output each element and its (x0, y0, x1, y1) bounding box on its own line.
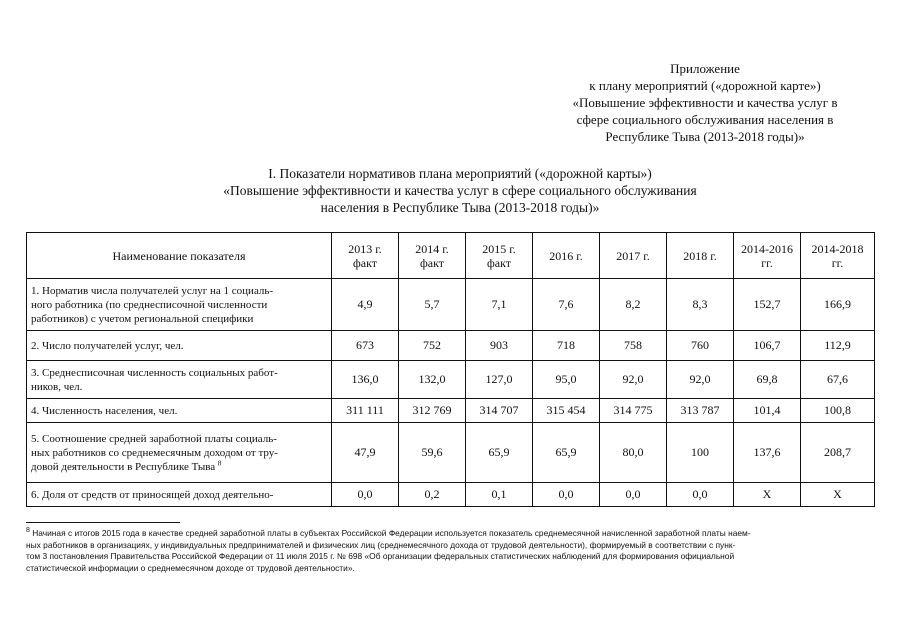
header-period: 2014-2018 гг. (801, 233, 875, 279)
table-cell: 0,0 (332, 483, 399, 507)
table-cell: 314 775 (600, 399, 667, 423)
table-cell: 0,1 (466, 483, 533, 507)
table-cell: 137,6 (734, 423, 801, 483)
table-cell: 0,2 (399, 483, 466, 507)
table-cell: 758 (600, 331, 667, 361)
appendix-line: сфере социального обслуживания населения в (576, 112, 834, 127)
table-cell: X (734, 483, 801, 507)
table-cell: 132,0 (399, 361, 466, 399)
table-cell: 7,1 (466, 279, 533, 331)
indicators-table (26, 232, 875, 507)
table-cell: 112,9 (801, 331, 875, 361)
table-cell: 312 769 (399, 399, 466, 423)
indicator-name: 6. Доля от средств от приносящей доход деятельно- (27, 483, 332, 507)
table-cell: 5,7 (399, 279, 466, 331)
table-cell: 314 707 (466, 399, 533, 423)
appendix-line: Республике Тыва (2013-2018 годы)» (605, 129, 805, 144)
appendix-block (520, 60, 890, 145)
header-year: 2016 г. (533, 233, 600, 279)
header-year: 2014 г. факт (399, 233, 466, 279)
appendix-line: «Повышение эффективности и качества услуг в (572, 95, 838, 110)
indicator-name: 2. Число получателей услуг, чел. (27, 331, 332, 361)
footnote-divider (26, 522, 180, 523)
table-cell: 127,0 (466, 361, 533, 399)
table-cell: 673 (332, 331, 399, 361)
table-cell: 152,7 (734, 279, 801, 331)
table-cell: 0,0 (533, 483, 600, 507)
table-row (27, 483, 875, 507)
table-row (27, 361, 875, 399)
heading-line: населения в Республике Тыва (2013-2018 годы)» (320, 200, 600, 215)
table-cell: 718 (533, 331, 600, 361)
table-cell: 8,3 (667, 279, 734, 331)
section-heading (140, 165, 780, 216)
table-row (27, 331, 875, 361)
footnote (26, 528, 876, 574)
header-year: 2015 г. факт (466, 233, 533, 279)
footnote-line: Начиная с итогов 2015 года в качестве средней заработной платы в субъектах Российской Федерации используется показатель среднемесячной начисленной заработной платы наем- (32, 528, 751, 538)
table-cell: 760 (667, 331, 734, 361)
indicator-name: 4. Численность населения, чел. (27, 399, 332, 423)
table-cell: 0,0 (667, 483, 734, 507)
table-header-row (27, 233, 875, 279)
table-cell: 92,0 (600, 361, 667, 399)
table-cell: 106,7 (734, 331, 801, 361)
table-cell: 101,4 (734, 399, 801, 423)
header-indicator-name: Наименование показателя (27, 233, 332, 279)
table-cell: 100,8 (801, 399, 875, 423)
table-cell: 136,0 (332, 361, 399, 399)
table-cell: 65,9 (466, 423, 533, 483)
table-cell: 166,9 (801, 279, 875, 331)
table-cell: 903 (466, 331, 533, 361)
table-cell: 4,9 (332, 279, 399, 331)
table-row (27, 279, 875, 331)
header-year: 2013 г. факт (332, 233, 399, 279)
heading-line: I. Показатели нормативов плана мероприятий («дорожной карты») (268, 166, 652, 181)
table-cell: 69,8 (734, 361, 801, 399)
footnote-marker: 8 (26, 527, 30, 535)
table-row (27, 423, 875, 483)
table-cell: 8,2 (600, 279, 667, 331)
table-cell: 315 454 (533, 399, 600, 423)
table-cell: 59,6 (399, 423, 466, 483)
table-cell: 67,6 (801, 361, 875, 399)
indicator-name: 1. Норматив числа получателей услуг на 1 социаль- ного работника (по среднесписочной численности работников) с учетом региональной специфики (27, 279, 332, 331)
table-cell: 311 111 (332, 399, 399, 423)
appendix-line: Приложение (670, 61, 740, 76)
footnote-line: том 3 постановления Правительства Российской Федерации от 11 июля 2015 г. № 698 «Об организации федеральных статистических наблюдений для формирования официальной (26, 551, 735, 561)
header-year: 2017 г. (600, 233, 667, 279)
table-cell: 7,6 (533, 279, 600, 331)
appendix-line: к плану мероприятий («дорожной карте») (589, 78, 821, 93)
table-cell: X (801, 483, 875, 507)
table-cell: 313 787 (667, 399, 734, 423)
table-cell: 208,7 (801, 423, 875, 483)
table-cell: 47,9 (332, 423, 399, 483)
indicator-name: 3. Среднесписочная численность социальных работ- ников, чел. (27, 361, 332, 399)
heading-line: «Повышение эффективности и качества услуг в сфере социального обслуживания (223, 183, 697, 198)
table-cell: 752 (399, 331, 466, 361)
footnote-line: ных работников в организациях, у индивидуальных предпринимателей и физических лиц (среднемесячного дохода от трудовой деятельности), формируемый в соответствии с пунк- (26, 539, 736, 550)
footnote-line: статистической информации о среднемесячном доходе от трудовой деятельности». (26, 562, 355, 573)
table-cell: 92,0 (667, 361, 734, 399)
table-row (27, 399, 875, 423)
header-period: 2014-2016 гг. (734, 233, 801, 279)
table-cell: 100 (667, 423, 734, 483)
table-cell: 65,9 (533, 423, 600, 483)
indicator-name: 5. Соотношение средней заработной платы социаль- ных работников со среднемесячным доходом от тру- довой деятельности в Республике Тыва $^8$ (27, 423, 332, 483)
footnote-ref: 8 (217, 458, 222, 467)
table-cell: 95,0 (533, 361, 600, 399)
table-cell: 0,0 (600, 483, 667, 507)
table-cell: 80,0 (600, 423, 667, 483)
header-year: 2018 г. (667, 233, 734, 279)
